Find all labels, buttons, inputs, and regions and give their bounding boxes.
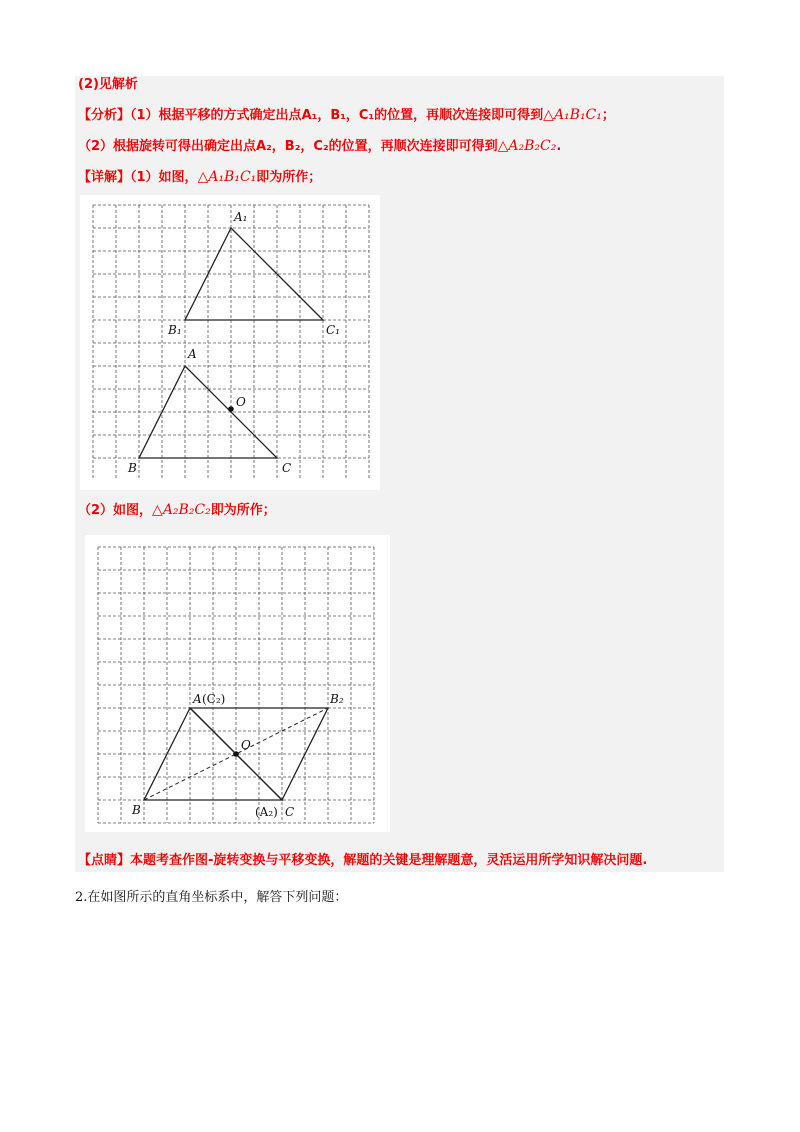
comment-line [78, 852, 647, 870]
analysis-line-1 [78, 106, 615, 125]
figure-2 [85, 535, 390, 832]
answer-header-text: (2)见解析 [78, 77, 138, 92]
label-c-2: C [285, 805, 295, 819]
label-b2: B₂ [330, 692, 344, 706]
question-2-text: 2.在如图所示的直角坐标系中，解答下列问题： [75, 890, 348, 905]
detail-step2-math: △A₂B₂C₂ [152, 502, 211, 518]
comment-tag: 【点睛】 [78, 853, 131, 868]
point-o [228, 406, 234, 412]
analysis-part2-text: （2）根据旋转可得出确定出点 [78, 139, 257, 154]
analysis-line-2 [78, 137, 561, 156]
analysis-part1-tail: 的位置，再顺次连接即可得到 [374, 108, 544, 123]
analysis-part2-math: △A₂B₂C₂ [497, 138, 557, 154]
label-c2: (C₂) [202, 692, 226, 706]
label-o: O [236, 395, 246, 409]
detail-step1-tail: 即为所作； [256, 170, 322, 185]
figure-1 [80, 195, 380, 490]
figure-2-grid [98, 547, 374, 823]
label-c: C [282, 461, 292, 475]
analysis-part1-text: （1）根据平移的方式确定出点 [130, 108, 302, 123]
analysis-part1-end: ； [601, 108, 615, 123]
label-a-2: A [193, 692, 202, 706]
detail-tag: 【详解】 [78, 170, 131, 185]
analysis-part1-points: A₁，B₁，C₁ [301, 108, 375, 123]
point-o-2 [233, 751, 239, 757]
figure-2-svg [85, 535, 390, 832]
detail-step2-tail: 即为所作； [210, 503, 276, 518]
label-a1: A₁ [234, 210, 248, 224]
label-a2: (A₂) [255, 805, 278, 819]
analysis-tag: 【分析】 [78, 108, 131, 123]
figure-1-grid [93, 205, 369, 479]
figure-1-svg [80, 195, 380, 490]
answer-header [78, 76, 138, 94]
detail-line-1 [78, 168, 321, 187]
analysis-part2-points: A₂，B₂，C₂ [256, 139, 329, 154]
label-c1: C₁ [326, 323, 340, 337]
analysis-part2-tail: 的位置，再顺次连接即可得到 [328, 139, 498, 154]
detail-step2-text: （2）如图， [78, 503, 153, 518]
label-b1: B₁ [168, 323, 182, 337]
comment-text: 本题考查作图-旋转变换与平移变换，解题的关键是理解题意，灵活运用所学知识解决问题. [130, 853, 648, 868]
detail-step1-text: （1）如图， [130, 170, 198, 185]
detail-line-2 [78, 501, 276, 520]
label-a: A [188, 347, 197, 361]
label-o-2: O [241, 738, 251, 752]
detail-step1-math: △A₁B₁C₁ [197, 169, 257, 185]
question-2 [75, 886, 347, 905]
analysis-part1-math: △A₁B₁C₁ [543, 107, 602, 123]
analysis-part2-end: . [556, 139, 562, 154]
label-b-2: B [132, 803, 141, 817]
label-b: B [128, 461, 137, 475]
